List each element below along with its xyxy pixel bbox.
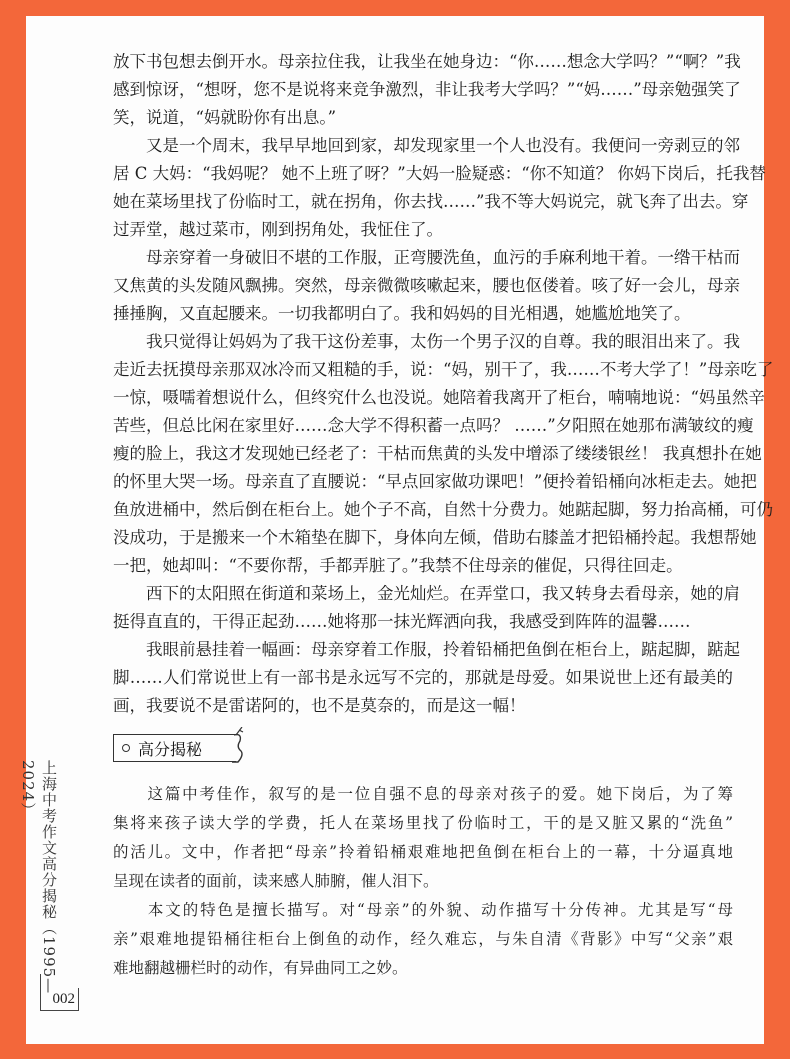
- text-line: 苦些，但总比闲在家里好……念大学不得积蓄一点吗？ ……”夕阳照在她那布满皱纹的瘦: [113, 416, 754, 435]
- section-heading: [113, 734, 236, 762]
- text-line: 一把，她却叫：“不要你帮，手都弄脏了。”我禁不住母亲的催促，只得往回走。: [113, 556, 683, 575]
- text-line: 的怀里大哭一场。母亲直了直腰说：“早点回家做功课吧！”便拎着铅桶向冰柜走去。她把: [113, 472, 757, 491]
- text-line: 亲”艰难地提铅桶往柜台上倒鱼的动作，经久难忘，与朱自清《背影》中写“父亲”艰: [113, 930, 733, 948]
- book-title-vertical: 上海中考作文高分揭秘（1995—2024）: [19, 760, 58, 995]
- text-line: 感到惊讶，“想呀，您不是说将来竞争激烈，非让我考大学吗？”“妈……”母亲勉强笑了: [113, 80, 741, 99]
- commentary-text: [113, 780, 733, 983]
- text-line: 的活儿。文中，作者把“母亲”拎着铅桶艰难地把鱼倒在柜台上的一幕，十分逼真地: [113, 843, 733, 861]
- text-line: 鱼放进桶中，然后倒在柜台上。她个子不高，自然十分费力。她踮起脚，努力抬高桶，可仍: [113, 500, 773, 519]
- text-line: 笑，说道，“妈就盼你有出息。”: [113, 108, 337, 127]
- text-line: 母亲穿着一身破旧不堪的工作服，正弯腰洗鱼，血污的手麻利地干着。一绺干枯而: [113, 248, 740, 267]
- text-line: 又是一个周末，我早早地回到家，却发现家里一个人也没有。我便问一旁剥豆的邻: [113, 136, 740, 155]
- text-line: 呈现在读者的面前，读来感人肺腑，催人泪下。: [113, 872, 439, 890]
- book-page: [19, 16, 774, 1044]
- text-line: 一惊，嗫嚅着想说什么，但终究什么也没说。她陪着我离开了柜台，喃喃地说：“妈虽然辛: [113, 388, 765, 407]
- text-line: 过弄堂，越过菜市，刚到拐角处，我怔住了。: [113, 220, 443, 239]
- text-line: 又焦黄的头发随风飘拂。突然，母亲微微咳嗽起来，腰也伛偻着。咳了好一会儿，母亲: [113, 276, 740, 295]
- text-line: 居 C 大妈：“我妈呢？ 她不上班了呀？”大妈一脸疑惑：“你不知道？ 你妈下岗后，托我替: [113, 164, 766, 183]
- text-line: 我眼前悬挂着一幅画：母亲穿着工作服，拎着铅桶把鱼倒在柜台上，踮起脚，踮起: [113, 640, 740, 659]
- text-line: 西下的太阳照在街道和菜场上，金光灿烂。在弄堂口，我又转身去看母亲，她的肩: [113, 584, 740, 603]
- text-line: 捶捶胸，又直起腰来。一切我都明白了。我和妈妈的目光相遇，她尴尬地笑了。: [113, 304, 691, 323]
- text-line: 走近去抚摸母亲那双冰冷而又粗糙的手，说：“妈，别干了，我……不考大学了！”母亲吃了: [113, 360, 774, 379]
- circle-bullet-icon: [122, 744, 130, 752]
- text-line: 她在菜场里找了份临时工，就在拐角，你去找……”我不等大妈说完，就飞奔了出去。穿: [113, 192, 749, 211]
- section-heading-label: 高分揭秘: [138, 739, 203, 759]
- essay-text: [113, 48, 774, 720]
- text-line: 集将来孩子读大学的学费，托人在菜场里找了份临时工，干的是又脏又累的“洗鱼”: [113, 814, 733, 832]
- scroll-curl-icon: [232, 727, 246, 763]
- text-line: 瘦的脸上，我这才发现她已经老了：干枯而焦黄的头发中增添了缕缕银丝！ 我真想扑在她: [113, 444, 762, 463]
- text-line: 放下书包想去倒开水。母亲拉住我，让我坐在她身边：“你……想念大学吗？”“啊？”我: [113, 52, 741, 71]
- text-line: 脚……人们常说世上有一部书是永远写不完的，那就是母爱。如果说世上还有最美的: [113, 668, 733, 687]
- text-line: 难地翻越栅栏时的动作，有异曲同工之妙。: [113, 959, 408, 977]
- text-line: 没成功，于是搬来一个木箱垫在脚下，身体向左倾，借助右膝盖才把铅桶拎起。我想帮她: [113, 528, 757, 547]
- text-line: 挺得直直的，干得正起劲……她将那一抹光辉洒向我，我感受到阵阵的温馨……: [113, 612, 691, 631]
- text-line: 本文的特色是擅长描写。对“母亲”的外貌、动作描写十分传神。尤其是写“母: [113, 901, 733, 919]
- text-line: 我只觉得让妈妈为了我干这份差事，太伤一个男子汉的自尊。我的眼泪出来了。我: [113, 332, 740, 351]
- page-number: 002: [40, 988, 79, 1011]
- text-line: 这篇中考佳作，叙写的是一位自强不息的母亲对孩子的爱。她下岗后，为了筹: [113, 785, 733, 803]
- text-line: 画，我要说不是雷诺阿的，也不是莫奈的，而是这一幅！: [113, 696, 526, 715]
